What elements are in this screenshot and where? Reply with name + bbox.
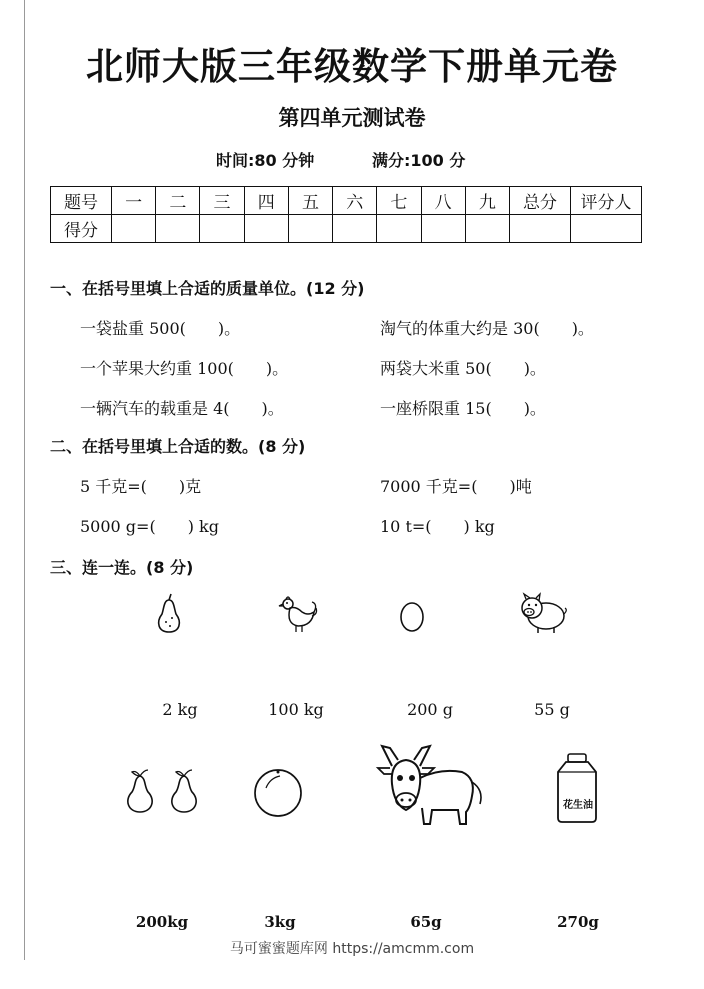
weight-label: 55 g <box>534 700 570 719</box>
question-item: 一袋盐重 500( )。 <box>80 319 241 338</box>
section2-heading: 二、在括号里填上合适的数。(8 分) <box>50 437 306 456</box>
full-score-info: 满分:100 分 <box>372 151 466 170</box>
score-header-cell: 题号 <box>51 187 112 215</box>
piglet-icon <box>518 592 568 636</box>
orange-icon <box>252 766 304 818</box>
section3-heading: 三、连一连。(8 分) <box>50 558 194 577</box>
score-cell[interactable] <box>510 215 571 243</box>
score-cell[interactable] <box>112 215 156 243</box>
score-cell[interactable] <box>333 215 377 243</box>
weight-label: 270g <box>557 913 599 931</box>
score-header-cell: 九 <box>465 187 509 215</box>
score-cell[interactable] <box>156 215 200 243</box>
score-cell[interactable] <box>244 215 288 243</box>
score-header-cell: 三 <box>200 187 244 215</box>
question-item: 一辆汽车的载重是 4( )。 <box>80 399 284 418</box>
weight-label: 2 kg <box>162 700 198 719</box>
score-header-cell: 五 <box>288 187 332 215</box>
score-header-cell: 六 <box>333 187 377 215</box>
weight-label: 3kg <box>264 913 296 931</box>
score-header-cell: 四 <box>244 187 288 215</box>
score-header-cell: 七 <box>377 187 421 215</box>
weight-label: 200kg <box>135 913 189 931</box>
pear-icon <box>150 592 188 636</box>
question-item: 两袋大米重 50( )。 <box>380 359 546 378</box>
score-table-score-row <box>51 215 642 243</box>
question-item: 一座桥限重 15( )。 <box>380 399 546 418</box>
question-item: 7000 千克=( )吨 <box>380 477 532 496</box>
weight-label: 65g <box>410 913 442 931</box>
page-subtitle: 第四单元测试卷 <box>278 106 426 130</box>
score-header-cell: 八 <box>421 187 465 215</box>
peanut-oil-bottle-icon <box>552 752 602 824</box>
score-cell[interactable] <box>465 215 509 243</box>
page-title: 北师大版三年级数学下册单元卷 <box>86 45 618 88</box>
cow-icon <box>370 738 488 828</box>
score-header-cell: 一 <box>112 187 156 215</box>
question-item: 5 千克=( )克 <box>80 477 202 496</box>
score-cell[interactable] <box>377 215 421 243</box>
weight-label: 100 kg <box>268 700 324 719</box>
score-header-cell: 总分 <box>510 187 571 215</box>
score-cell[interactable] <box>288 215 332 243</box>
score-header-cell: 评分人 <box>571 187 642 215</box>
footer-watermark: 马可蜜蜜题库网 https://amcmm.com <box>229 941 475 957</box>
time-info: 时间:80 分钟 <box>216 151 315 170</box>
score-table <box>50 186 642 243</box>
chicken-icon <box>276 594 320 636</box>
oil-label: 花生油 <box>563 800 593 811</box>
egg-icon <box>398 598 426 634</box>
score-row-label: 得分 <box>51 215 112 243</box>
score-header-cell: 二 <box>156 187 200 215</box>
weight-label: 200 g <box>407 700 453 719</box>
question-item: 一个苹果大约重 100( )。 <box>80 359 289 378</box>
question-item: 5000 g=( ) kg <box>80 517 219 536</box>
section1-heading: 一、在括号里填上合适的质量单位。(12 分) <box>50 279 365 298</box>
question-item: 10 t=( ) kg <box>380 517 495 536</box>
score-cell[interactable] <box>421 215 465 243</box>
score-table-header-row <box>51 187 642 215</box>
score-cell[interactable] <box>200 215 244 243</box>
score-cell[interactable] <box>571 215 642 243</box>
two-pears-icon <box>120 766 206 816</box>
margin-line <box>24 0 25 960</box>
question-item: 淘气的体重大约是 30( )。 <box>380 319 594 338</box>
